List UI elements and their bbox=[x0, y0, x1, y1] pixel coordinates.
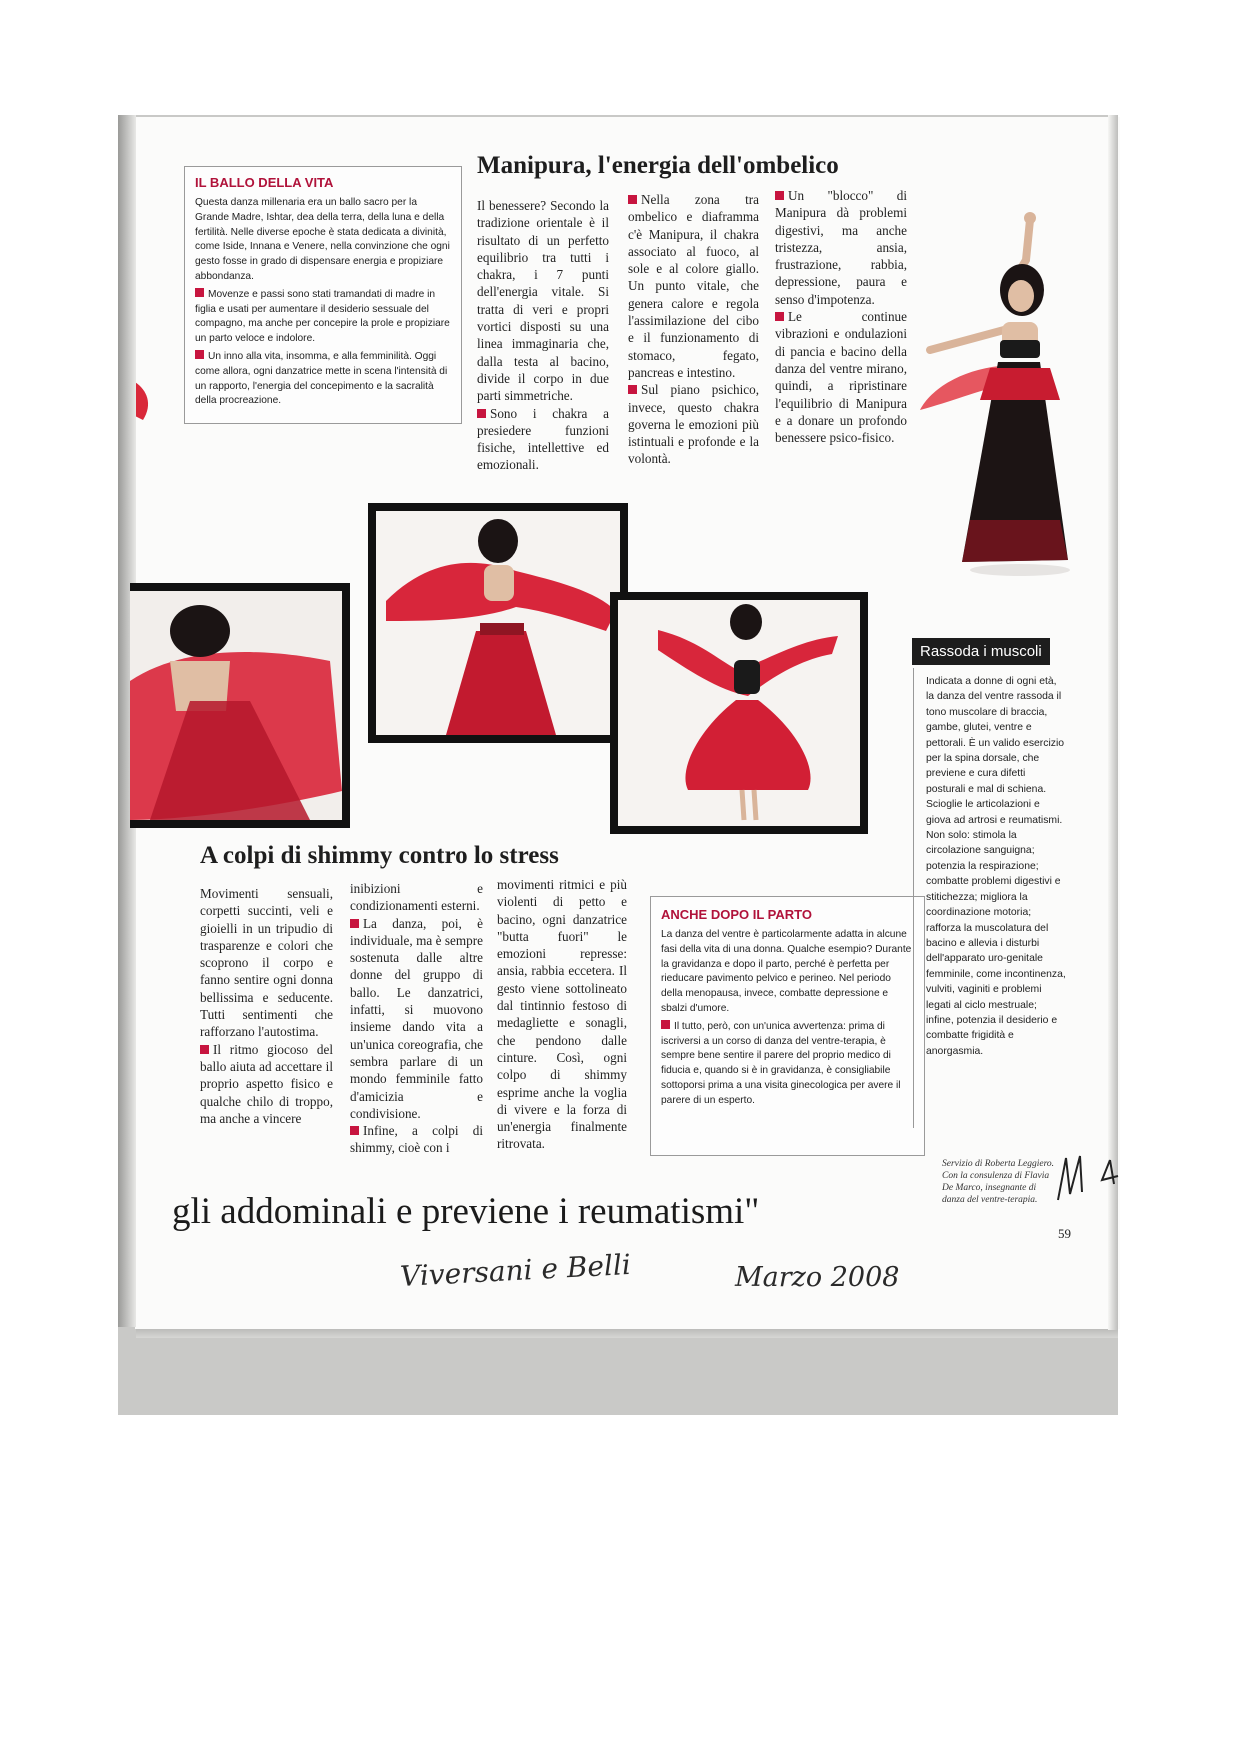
paragraph-text: Un "blocco" di Manipura dà problemi digestivi, ma anche tristezza, ansia, frustrazione, rabbia, depressione, paura e senso d'impotenza. bbox=[775, 188, 907, 307]
shimmy-column-2 bbox=[350, 880, 483, 1157]
box-paragraph-text: Movenze e passi sono stati tramandati di madre in figlia e usati per aumentare il desiderio sessuale del compagno, ma anche per concepire la prole e propiziare un parto veloce e indolore. bbox=[195, 288, 450, 345]
paragraph bbox=[477, 405, 609, 474]
paragraph-text: La danza, poi, è individuale, ma è sempre sostenuta dalle altre donne del gruppo di ballo. Le danzatrici, infatti, si muovono insieme dando vita a un'unica coreografia, che sembra parlare di un mondo femminile fatto d'amicizia e condivisione. bbox=[350, 915, 483, 1121]
bullet-square-icon bbox=[195, 288, 204, 297]
bullet-square-icon bbox=[628, 385, 637, 394]
shimmy-column-3 bbox=[497, 876, 627, 1153]
box-paragraph bbox=[661, 1020, 914, 1109]
handwritten-note: Viversani e Belli bbox=[399, 1247, 632, 1294]
paragraph bbox=[350, 915, 483, 1123]
bullet-square-icon bbox=[195, 350, 204, 359]
paragraph: inibizioni e condizionamenti esterni. bbox=[350, 881, 483, 914]
paragraph bbox=[628, 381, 759, 467]
page-edge bbox=[1108, 115, 1118, 1330]
dancer-photo-top-right bbox=[900, 190, 1080, 590]
paragraph: Movimenti sensuali, corpetti succinti, veli e gioielli in un tripudio di trasparenze e colori che scoprono il corpo e fanno sentire ogni donna bellissima e seducente. Tutti sentimenti che rafforzano l'autostima. bbox=[200, 886, 333, 1040]
paragraph: movimenti ritmici e più violenti di petto e bacino, ogni danzatrice "butta fuori" le emozioni represse: ansia, rabbia eccetera. Il gesto viene sottolineato dal tintinnio festoso di medagliette e sonagli, che pendono dalle cinture. Così, ogni colpo di shimmy esprime anche la voglia di vivere e la forza di un'energia finalmente ritrovata. bbox=[497, 877, 627, 1152]
paragraph bbox=[775, 308, 907, 446]
paragraph bbox=[350, 1122, 483, 1157]
paragraph-text: Infine, a colpi di shimmy, cioè con i bbox=[350, 1123, 483, 1156]
bullet-square-icon bbox=[775, 191, 784, 200]
paragraph-text: Nella zona tra ombelico e diaframma c'è Manipura, il chakra associato al fuoco, al sole e al colore giallo. Un punto vitale, che genera calore e regola l'assimilazione del cibo e il funzionamento di stomaco, fegato, pancreas e intestino. bbox=[628, 192, 759, 380]
dancer-illustration bbox=[130, 591, 342, 820]
box-paragraph: La danza del ventre è particolarmente adatta in alcune fasi della vita di una donna. Qualche esempio? Durante la gravidanza e dopo il parto, perché è perfetta per rieducare pavimento pelvico e perineo. Nel periodo della menopausa, invece, combatte depressione e sbalzi d'umore. bbox=[661, 929, 912, 1014]
box-paragraph bbox=[195, 350, 451, 409]
dancer-photo-3 bbox=[610, 592, 868, 834]
dancer-illustration bbox=[618, 600, 860, 826]
paragraph bbox=[628, 191, 759, 381]
photo-credit: Servizio di Roberta Leggiero. Con la consulenza di Flavia De Marco, insegnante di danza del ventre-terapia. bbox=[942, 1159, 1055, 1205]
bullet-square-icon bbox=[350, 1126, 359, 1135]
dancer-photo-2 bbox=[368, 503, 628, 743]
box-paragraph bbox=[195, 288, 451, 347]
box-paragraph-text: Il tutto, però, con un'unica avvertenza: prima di iscriversi a un corso di danza del ventre-terapia, è sempre bene sentire il parere del proprio medico di fiducia e, quando si è in gravidanza, è consigliabile sottoporsi prima a una visita ginecologica per avere il parere di un esperto. bbox=[661, 1020, 901, 1106]
bullet-square-icon bbox=[628, 195, 637, 204]
shimmy-column-1 bbox=[200, 885, 333, 1127]
sidebar-tab-rassoda: Rassoda i muscoli bbox=[912, 638, 1050, 665]
paragraph-text: Sono i chakra a presiedere funzioni fisiche, intellettive ed emozionali. bbox=[477, 405, 609, 473]
bullet-square-icon bbox=[477, 409, 486, 418]
box-paragraph-text: Un inno alla vita, insomma, e alla femminilità. Oggi come allora, ogni danzatrice mette in scena l'intensità di un rapporto, l'energia del concepimento e la sacralità della procreazione. bbox=[195, 350, 448, 407]
pull-quote: gli addominali e previene i reumatismi" bbox=[172, 1191, 760, 1232]
handwritten-date: Marzo 2008 bbox=[735, 1262, 900, 1293]
paragraph-text: Le continue vibrazioni e ondulazioni di pancia e bacino della danza del ventre mirano, quindi, a ripristinare l'equilibrio di Manipura e a donare un profondo benessere psico-fisico. bbox=[775, 309, 907, 446]
box-ballo-della-vita bbox=[184, 166, 462, 424]
page-number: 59 bbox=[1058, 1226, 1071, 1241]
box-anche-dopo-il-parto bbox=[650, 896, 925, 1156]
paragraph-text: Sul piano psichico, invece, questo chakra governa le emozioni più istintuali e profonde e la volontà. bbox=[628, 382, 759, 467]
sidebar-rule bbox=[913, 668, 914, 1128]
section-title-manipura: Manipura, l'energia dell'ombelico bbox=[477, 152, 839, 179]
box-paragraph: Questa danza millenaria era un ballo sacro per la Grande Madre, Ishtar, dea della terra, della luna e della fertilità. Nelle diverse epoche è stata dedicata a divinità, come Iside, Innana e Venere, nella convinzione che ogni gesto fosse in grado di dispensare energia e propiziare abbondanza. bbox=[195, 197, 450, 282]
manipura-column-1 bbox=[477, 197, 609, 474]
paragraph-text: Il ritmo giocoso del ballo aiuta ad accettare il proprio aspetto fisico e qualche chilo di troppo, ma anche a vincere bbox=[200, 1041, 333, 1126]
bullet-square-icon bbox=[350, 919, 359, 928]
manipura-column-3 bbox=[775, 187, 907, 446]
paragraph: Il benessere? Secondo la tradizione orientale è il risultato di un perfetto equilibrio tra tutti i chakra, i 7 punti dell'energia vitale. Si tratta di veri e propri vortici disposti su una linea immaginaria che, dalla testa al bacino, divide il corpo in due parti simmetriche. bbox=[477, 198, 609, 404]
paragraph bbox=[200, 1041, 333, 1127]
box-title: ANCHE DOPO IL PARTO bbox=[661, 907, 812, 922]
previous-page-hand bbox=[135, 372, 165, 432]
bullet-square-icon bbox=[200, 1045, 209, 1054]
dancer-illustration bbox=[376, 511, 620, 735]
bullet-square-icon bbox=[661, 1020, 670, 1029]
paragraph bbox=[775, 187, 907, 308]
dancer-photo-1 bbox=[130, 583, 350, 828]
sidebar-text: Indicata a donne di ogni età, la danza del ventre rassoda il tono muscolare di braccia, gambe, glutei, ventre e pettorali. È un valido esercizio per la spina dorsale, che previene e cura difetti posturali e mal di schiena. Scioglie le articolazioni e giova ad artrosi e reumatismi. Non solo: stimola la circolazione sanguigna; potenzia la respirazione; combatte problemi digestivi e stitichezza; migliora la coordinazione motoria; rafforza la muscolatura del bacino e allevia i disturbi dell'apparato uro-genitale femminile, come incontinenza, vulviti, vaginiti e problemi legati al ciclo mestruale; infine, potenzia il desiderio e combatte frigidità e anorgasmia. bbox=[926, 676, 1066, 1057]
box-title: IL BALLO DELLA VITA bbox=[195, 175, 334, 190]
section-title-shimmy: A colpi di shimmy contro lo stress bbox=[200, 842, 559, 869]
manipura-column-2 bbox=[628, 191, 759, 468]
bullet-square-icon bbox=[775, 312, 784, 321]
